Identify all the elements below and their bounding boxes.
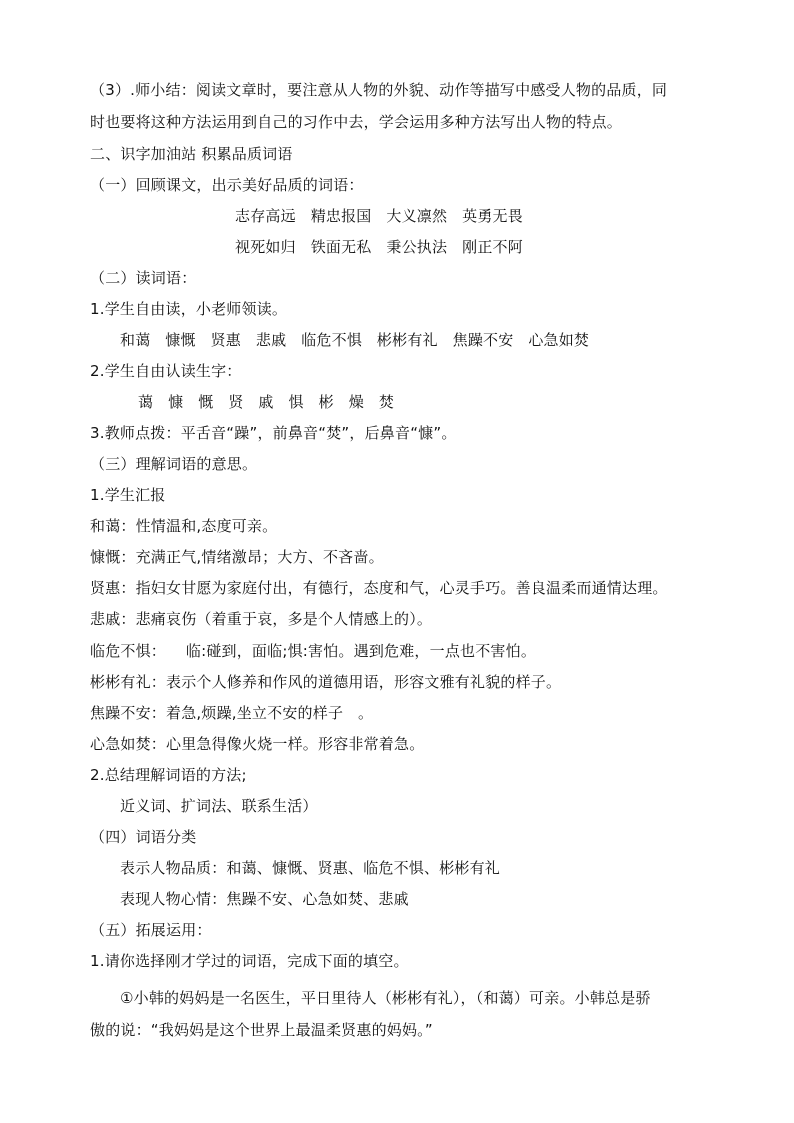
definition-line: 心急如焚：心里急得像火烧一样。形容非常着急。 (90, 735, 425, 753)
word-row: 和蔼 慷慨 贤惠 悲戚 临危不惧 彬彬有礼 焦躁不安 心急如焚 (120, 331, 590, 349)
definition-line: 彬彬有礼：表示个人修养和作风的道德用语，形容文雅有礼貌的样子。 (90, 673, 562, 691)
text-line: （3）.师小结：阅读文章时，要注意从人物的外貌、动作等描写中感受人物的品质，同 (90, 81, 668, 99)
text-line: 近义词、扩词法、联系生活） (120, 797, 318, 815)
text-line: 1.学生汇报 (90, 486, 166, 504)
subsection-heading: （四）词语分类 (90, 828, 197, 846)
definition-line: 焦躁不安：着急,烦躁,坐立不安的样子 。 (90, 704, 374, 722)
text-line: 表现人物心情：焦躁不安、心急如焚、悲戚 (120, 890, 409, 908)
text-line: ①小韩的妈妈是一名医生，平日里待人（彬彬有礼），（和蔼）可亲。小韩总是骄 (120, 989, 651, 1007)
definition-line: 和蔼：性情温和,态度可亲。 (90, 517, 278, 535)
section-heading: 二、识字加油站 积累品质词语 (90, 145, 293, 163)
character-row: 蔼 慷 慨 贤 戚 惧 彬 燥 焚 (138, 393, 395, 411)
text-line: 2.总结理解词语的方法; (90, 766, 247, 784)
word-row: 视死如归 铁面无私 秉公执法 刚正不阿 (235, 238, 523, 256)
text-line: 表示人物品质：和蔼、慷慨、贤惠、临危不惧、彬彬有礼 (120, 859, 501, 877)
definition-line: 贤惠：指妇女甘愿为家庭付出，有德行，态度和气，心灵手巧。善良温柔而通情达理。 (90, 579, 668, 597)
word-row: 志存高远 精忠报国 大义凛然 英勇无畏 (235, 207, 523, 225)
subsection-heading: （五）拓展运用： (90, 921, 212, 939)
text-line: 1.请你选择刚才学过的词语，完成下面的填空。 (90, 952, 409, 970)
text-line: 3.教师点拨：平舌音“躁”，前鼻音“焚”，后鼻音“慷”。 (90, 424, 457, 442)
definition-line: 慷慨：充满正气,情绪激昂；大方、不吝啬。 (90, 548, 384, 566)
text-line: 时也要将这种方法运用到自己的习作中去，学会运用多种方法写出人物的特点。 (90, 113, 623, 131)
subsection-heading: （一）回顾课文，出示美好品质的词语： (90, 176, 364, 194)
text-line: 2.学生自由认读生字： (90, 362, 242, 380)
subsection-heading: （三）理解词语的意思。 (90, 455, 258, 473)
subsection-heading: （二）读词语： (90, 269, 197, 287)
definition-line: 悲戚：悲痛哀伤（着重于哀，多是个人情感上的）。 (90, 610, 433, 628)
text-line: 1.学生自由读，小老师领读。 (90, 300, 288, 318)
definition-line: 临危不惧： 临:碰到，面临;惧:害怕。遇到危难，一点也不害怕。 (90, 642, 537, 660)
text-line: 傲的说：“我妈妈是这个世界上最温柔贤惠的妈妈。” (90, 1021, 433, 1039)
